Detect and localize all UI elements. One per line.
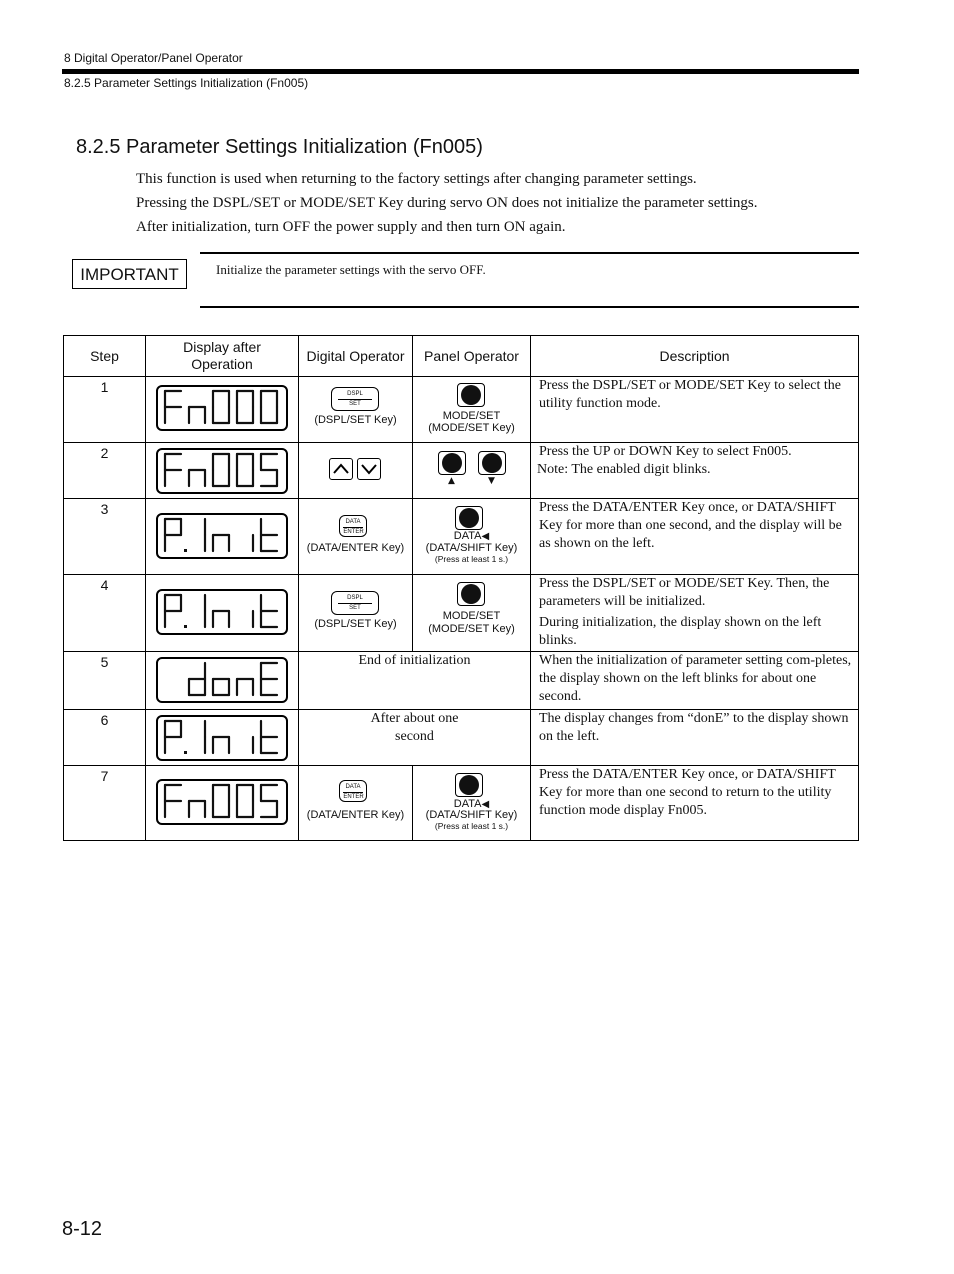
down-triangle-icon: ▼	[488, 476, 495, 486]
data-enter-caption: (DATA/ENTER Key)	[306, 542, 405, 554]
dspl-set-caption: (DSPL/SET Key)	[314, 618, 397, 630]
description-cell	[531, 766, 859, 841]
data-label: DATA◀	[453, 798, 490, 810]
panel-operator-cell	[413, 443, 531, 499]
description-cell	[531, 443, 859, 499]
description-cell	[531, 575, 859, 652]
table-header-row	[64, 336, 859, 377]
mode-set-label: MODE/SET	[442, 610, 501, 622]
running-header-chapter: 8 Digital Operator/Panel Operator	[64, 51, 243, 65]
description-text: Press the UP or DOWN Key to select Fn005.	[539, 444, 792, 459]
display-cell	[146, 575, 299, 652]
header-display: Display after Operation	[146, 336, 299, 377]
digital-operator-cell	[299, 499, 413, 575]
table-row	[64, 652, 859, 710]
chevron-down-icon	[358, 459, 380, 479]
description-text: Press the DSPL/SET or MODE/SET Key. Then, the parameters will be initialized.	[539, 576, 830, 609]
step-number: 7	[64, 766, 146, 841]
description-text: During initialization, the display shown on the left blinks.	[539, 615, 822, 648]
table-row	[64, 766, 859, 841]
table-row	[64, 377, 859, 443]
step-number: 6	[64, 710, 146, 766]
display-p-init	[156, 715, 288, 761]
up-triangle-icon: ▲	[448, 476, 455, 486]
display-cell	[146, 652, 299, 710]
description-text: Press the DATA/ENTER Key once, or DATA/SHIFT Key for more than one second to return to the utility function mode display Fn005.	[539, 767, 836, 818]
table-row	[64, 575, 859, 652]
mode-set-caption: (MODE/SET Key)	[428, 422, 515, 434]
step-number: 4	[64, 575, 146, 652]
down-key[interactable]	[357, 458, 381, 480]
data-enter-key[interactable]: DATA ENTER	[339, 515, 367, 537]
step-number: 2	[64, 443, 146, 499]
chevron-up-icon	[330, 459, 352, 479]
after-about-one-text: After about one	[370, 711, 459, 726]
intro-paragraph-2: Pressing the DSPL/SET or MODE/SET Key during servo ON does not initialize the parameter settings.	[136, 195, 758, 211]
display-fn000	[156, 385, 288, 431]
display-p-init	[156, 589, 288, 635]
end-of-initialization-text: End of initialization	[358, 653, 471, 668]
display-fn005	[156, 779, 288, 825]
dspl-set-key[interactable]: DSPL SET	[331, 387, 379, 411]
panel-operator-cell	[413, 766, 531, 841]
table-row	[64, 443, 859, 499]
panel-operator-cell	[413, 575, 531, 652]
display-cell	[146, 710, 299, 766]
panel-operator-cell	[413, 499, 531, 575]
data-label: DATA◀	[453, 530, 490, 542]
panel-up-button[interactable]	[438, 451, 466, 475]
important-rule-bottom	[200, 306, 859, 308]
header-digital-operator: Digital Operator	[299, 336, 413, 377]
intro-paragraph-1: This function is used when returning to the factory settings after changing parameter settings.	[136, 171, 697, 187]
data-shift-button[interactable]	[455, 506, 483, 530]
display-cell	[146, 766, 299, 841]
header-step: Step	[64, 336, 146, 377]
header-description: Description	[531, 336, 859, 377]
digital-operator-cell	[299, 575, 413, 652]
left-arrow-icon: ◀	[481, 531, 490, 542]
dspl-set-caption: (DSPL/SET Key)	[314, 414, 397, 426]
header-panel-operator: Panel Operator	[413, 336, 531, 377]
description-text: When the initialization of parameter setting com-pletes, the display shown on the left blinks for about one second.	[539, 653, 852, 704]
step-number: 1	[64, 377, 146, 443]
mode-set-button[interactable]	[457, 383, 485, 407]
left-arrow-icon: ◀	[481, 799, 490, 810]
step-number: 3	[64, 499, 146, 575]
table-row	[64, 710, 859, 766]
data-shift-caption: (DATA/SHIFT Key)	[425, 809, 518, 821]
description-note: Note: The enabled digit blinks.	[537, 462, 711, 477]
display-p-init	[156, 513, 288, 559]
data-enter-caption: (DATA/ENTER Key)	[306, 809, 405, 821]
description-cell	[531, 710, 859, 766]
description-cell	[531, 499, 859, 575]
up-key[interactable]	[329, 458, 353, 480]
description-cell	[531, 377, 859, 443]
display-fn005	[156, 448, 288, 494]
digital-operator-cell	[299, 766, 413, 841]
page-number: 8-12	[62, 1218, 103, 1240]
important-badge: IMPORTANT	[72, 259, 187, 289]
data-enter-key[interactable]: DATA ENTER	[339, 780, 367, 802]
mode-set-label: MODE/SET	[442, 410, 501, 422]
important-rule-top	[200, 252, 859, 254]
operator-merged-cell	[299, 652, 531, 710]
data-shift-caption: (DATA/SHIFT Key)	[425, 542, 518, 554]
running-header-section: 8.2.5 Parameter Settings Initialization (Fn005)	[64, 76, 309, 90]
description-text: The display changes from “donE” to the display shown on the left.	[539, 711, 849, 744]
header-rule	[62, 69, 859, 74]
description-text: Press the DSPL/SET or MODE/SET Key to select the utility function mode.	[539, 378, 842, 411]
intro-paragraph-3: After initialization, turn OFF the power supply and then turn ON again.	[136, 219, 566, 235]
table-row	[64, 499, 859, 575]
display-cell	[146, 377, 299, 443]
display-cell	[146, 443, 299, 499]
operator-merged-cell	[299, 710, 531, 766]
panel-operator-cell	[413, 377, 531, 443]
mode-set-caption: (MODE/SET Key)	[428, 623, 515, 635]
important-text: Initialize the parameter settings with the servo OFF.	[216, 262, 486, 277]
panel-down-button[interactable]	[478, 451, 506, 475]
description-text: Press the DATA/ENTER Key once, or DATA/SHIFT Key for more than one second, and the display will be as shown on the left.	[539, 500, 842, 551]
press-note: (Press at least 1 s.)	[434, 821, 509, 831]
mode-set-button[interactable]	[457, 582, 485, 606]
step-number: 5	[64, 652, 146, 710]
display-done	[156, 657, 288, 703]
description-cell	[531, 652, 859, 710]
data-shift-button[interactable]	[455, 773, 483, 797]
display-cell	[146, 499, 299, 575]
digital-operator-cell	[299, 443, 413, 499]
digital-operator-cell	[299, 377, 413, 443]
second-text: second	[395, 729, 434, 744]
section-title: 8.2.5 Parameter Settings Initialization (Fn005)	[76, 136, 483, 158]
procedure-table	[63, 335, 859, 841]
press-note: (Press at least 1 s.)	[434, 554, 509, 564]
dspl-set-key[interactable]: DSPL SET	[331, 591, 379, 615]
